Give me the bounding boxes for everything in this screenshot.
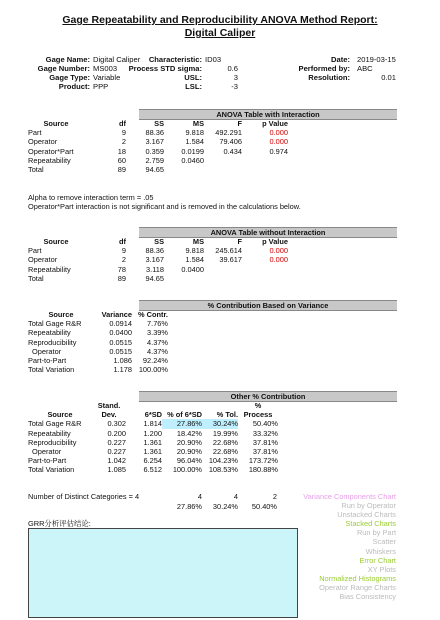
cell-ms: 1.584 <box>185 255 204 265</box>
gage-number-label: Gage Number: <box>37 64 90 73</box>
table-header-row <box>28 119 288 128</box>
cell-source: Total Variation <box>28 365 75 375</box>
link-normalized-histograms[interactable]: Normalized Histograms <box>319 573 396 583</box>
distinct-process: 50.40% <box>251 502 277 511</box>
col-contr: % Contr. <box>138 310 168 319</box>
cell-p: 0.000 <box>269 246 288 256</box>
cell-ss: 94.65 <box>145 165 164 175</box>
anova-without-title: ANOVA Table without Interaction <box>139 227 397 238</box>
col-ss: SS <box>154 237 164 246</box>
distinct-tol: 30.24% <box>212 502 238 511</box>
table-row <box>28 419 278 428</box>
cell-contr: 100.00% <box>138 365 168 375</box>
cell-source: Reproducibility <box>28 437 77 447</box>
col-ms: MS <box>192 237 204 246</box>
cell-df: 9 <box>121 246 126 256</box>
process-std-value: 0.6 <box>227 64 238 73</box>
link-operator-range-charts[interactable]: Operator Range Charts <box>319 582 396 592</box>
cell-proc: 37.81% <box>252 437 278 447</box>
cell-df: 78 <box>117 264 126 274</box>
link-variance-components-chart[interactable]: Variance Components Chart <box>303 492 396 501</box>
cell-source: Repeatability <box>28 428 71 438</box>
cell-ms <box>164 274 204 283</box>
cell-proc: 173.72% <box>248 456 278 466</box>
gage-type-value: Variable <box>93 73 121 82</box>
table-header-row <box>28 410 278 419</box>
cell-pct: 18.42% <box>176 428 202 438</box>
cell-source: Total <box>28 273 44 283</box>
table-row <box>28 465 278 474</box>
col-variance: Variance <box>101 310 132 319</box>
col-source: Source <box>43 119 69 128</box>
col-f: F <box>237 119 242 128</box>
col-ss: SS <box>154 119 164 128</box>
performed-by-label: Performed by: <box>298 64 350 73</box>
cell-source: Repeatability <box>28 155 71 165</box>
col-source: Source <box>43 237 69 246</box>
cell-tol: 104.23% <box>208 456 238 466</box>
date-value: 2019-03-15 <box>357 55 396 64</box>
cell-p: 0.000 <box>269 255 288 265</box>
cell-variance: 0.0515 <box>109 337 132 347</box>
gage-type-label: Gage Type: <box>49 73 90 82</box>
characteristic-value: ID03 <box>205 55 222 64</box>
cell-source: Repeatability <box>28 328 71 338</box>
chart-links <box>292 492 396 601</box>
resolution-label: Resolution: <box>308 73 350 82</box>
cell-variance: 0.0515 <box>109 346 132 356</box>
table-row <box>28 438 278 447</box>
cell-sd: 0.200 <box>107 428 126 438</box>
cell-tol: 30.24% <box>202 419 238 428</box>
cell-sd: 0.227 <box>107 447 126 457</box>
cell-p: 0.974 <box>269 146 288 156</box>
cell-df: 18 <box>117 146 126 156</box>
link-xy-plots[interactable]: XY Plots <box>367 564 396 574</box>
cell-ss: 0.359 <box>145 146 164 156</box>
cell-source: Total Gage R&R <box>28 319 82 329</box>
cell-ms: 0.0199 <box>181 146 204 156</box>
cell-f <box>204 265 242 274</box>
cell-variance: 1.086 <box>113 356 132 366</box>
col-p: p Value <box>262 237 288 246</box>
date-label: Date: <box>331 55 350 64</box>
col-stddev-top: Stand. <box>97 401 121 410</box>
col-ms: MS <box>192 119 204 128</box>
cell-pct: 20.90% <box>176 437 202 447</box>
cell-pct: 27.86% <box>162 419 202 428</box>
table-row <box>28 274 288 283</box>
col-df: df <box>119 237 126 246</box>
link-whiskers[interactable]: Whiskers <box>365 546 396 556</box>
col-process-top: % <box>254 401 262 410</box>
gage-name-value: Digital Caliper <box>93 55 141 64</box>
cell-6sd: 1.814 <box>143 419 162 429</box>
report-subtitle: Digital Caliper <box>184 27 256 39</box>
cell-f: 39.617 <box>219 255 242 265</box>
cell-p <box>242 265 288 274</box>
cell-source: Total <box>28 165 44 175</box>
cell-variance: 0.0400 <box>109 328 132 338</box>
cell-df: 60 <box>117 155 126 165</box>
cell-p: 0.000 <box>269 128 288 138</box>
link-run-by-part[interactable]: Run by Part <box>356 528 396 538</box>
cell-ms <box>164 165 204 174</box>
lsl-value: -3 <box>231 82 238 91</box>
cell-df: 2 <box>121 255 126 265</box>
cell-f: 0.434 <box>223 146 242 156</box>
table-row <box>28 365 168 374</box>
cell-f: 245.614 <box>215 246 242 256</box>
gage-name-label: Gage Name: <box>45 55 90 64</box>
resolution-value: 0.01 <box>381 73 396 82</box>
cell-proc: 33.32% <box>252 428 278 438</box>
cell-source: Operator*Part <box>28 146 74 156</box>
cell-ss: 3.167 <box>145 255 164 265</box>
cell-tol: 108.53% <box>208 465 238 475</box>
cell-f: 492.291 <box>215 128 242 138</box>
cell-source: Total Gage R&R <box>28 419 82 429</box>
distinct-value-process: 2 <box>272 492 277 501</box>
table-row <box>28 147 288 156</box>
cell-ss: 3.167 <box>145 137 164 147</box>
cell-source: Part-to-Part <box>28 356 67 366</box>
cell-6sd: 6.254 <box>143 456 162 466</box>
col-df: df <box>119 119 126 128</box>
cell-ss: 94.65 <box>145 273 164 283</box>
cell-proc: 37.81% <box>252 447 278 457</box>
cell-ms: 0.0400 <box>181 264 204 274</box>
anova-with-table <box>28 119 288 174</box>
table-row <box>28 165 288 174</box>
cell-f: 79.406 <box>219 137 242 147</box>
table-row <box>28 447 278 456</box>
product-label: Product: <box>58 82 90 91</box>
cell-6sd: 6.512 <box>143 465 162 475</box>
report-title: Gage Repeatability and Reproducibility ANOVA Method Report: <box>62 14 378 26</box>
table-row <box>28 156 288 165</box>
table-header-row <box>28 401 278 410</box>
cell-contr: 3.39% <box>147 328 168 338</box>
table-row <box>28 265 288 274</box>
col-process: Process <box>243 410 273 420</box>
col-source: Source <box>47 410 73 420</box>
table-row <box>28 246 288 255</box>
col-stddev: Dev. <box>101 410 117 420</box>
table-row <box>28 456 278 465</box>
cell-proc: 180.88% <box>248 465 278 475</box>
cell-ms: 0.0460 <box>181 155 204 165</box>
process-std-label: Process STD sigma: <box>128 64 202 73</box>
col-6sd: 6*SD <box>144 410 162 420</box>
cell-source: Reproducibility <box>28 337 77 347</box>
cell-contr: 4.37% <box>147 337 168 347</box>
distinct-pct6sd: 27.86% <box>176 502 202 511</box>
cell-p: 0.000 <box>269 137 288 147</box>
link-run-by-operator[interactable]: Run by Operator <box>341 501 396 511</box>
cell-ss: 88.36 <box>145 246 164 256</box>
cell-df: 89 <box>117 273 126 283</box>
cell-variance: 0.0914 <box>109 319 132 329</box>
cell-ms: 9.818 <box>185 246 204 256</box>
other-contribution-title: Other % Contribution <box>139 391 397 402</box>
cell-sd: 1.085 <box>107 465 126 475</box>
cell-6sd: 1.200 <box>143 428 162 438</box>
cell-ss: 88.36 <box>145 128 164 138</box>
table-row <box>28 255 288 264</box>
cell-f <box>204 274 242 283</box>
usl-value: 3 <box>233 73 238 82</box>
cell-p <box>242 156 288 165</box>
cell-sd: 0.227 <box>107 437 126 447</box>
table-row <box>28 319 168 328</box>
cell-p <box>242 274 288 283</box>
cell-pct: 100.00% <box>172 465 202 475</box>
cell-source: Operator <box>32 346 62 356</box>
cell-tol: 22.68% <box>212 437 238 447</box>
lsl-label: LSL: <box>185 82 202 91</box>
link-error-chart[interactable]: Error Chart <box>359 555 396 565</box>
distinct-value-pct6sd: 4 <box>197 492 202 501</box>
cell-pct: 96.04% <box>176 456 202 466</box>
contribution-title: % Contribution Based on Variance <box>139 300 397 311</box>
cell-f <box>204 156 242 165</box>
table-row <box>28 328 168 337</box>
cell-source: Part-to-Part <box>28 456 67 466</box>
cell-tol: 19.99% <box>212 428 238 438</box>
gage-number-value: MS003 <box>93 64 118 73</box>
conclusion-label: GRR分析评估结论: <box>28 519 91 528</box>
table-row <box>28 356 168 365</box>
cell-tol: 22.68% <box>212 447 238 457</box>
col-p: p Value <box>262 119 288 128</box>
table-header-row <box>28 310 168 319</box>
cell-df: 9 <box>121 128 126 138</box>
table-row <box>28 338 168 347</box>
alpha-note: Alpha to remove interaction term = .05 <box>28 193 154 202</box>
link-scatter[interactable]: Scatter <box>372 537 396 547</box>
cell-6sd: 1.361 <box>143 437 162 447</box>
product-value: PPP <box>93 82 109 91</box>
col-f: F <box>237 237 242 246</box>
cell-source: Operator <box>28 137 58 147</box>
table-row <box>28 128 288 137</box>
col-source: Source <box>48 310 74 319</box>
cell-df: 89 <box>117 165 126 175</box>
table-header-row <box>28 237 288 246</box>
cell-proc: 50.40% <box>252 419 278 429</box>
usl-label: USL: <box>184 73 202 82</box>
other-contribution-table <box>28 401 278 475</box>
table-row <box>28 429 278 438</box>
link-bias-consistency[interactable]: Bias Consistency <box>339 592 396 602</box>
anova-with-title: ANOVA Table with Interaction <box>139 109 397 120</box>
characteristic-label: Characteristic: <box>148 55 202 64</box>
cell-f <box>204 165 242 174</box>
distinct-value-tol: 4 <box>233 492 238 501</box>
table-row <box>28 137 288 146</box>
conclusion-box[interactable] <box>28 528 298 618</box>
contribution-table <box>28 310 168 374</box>
cell-source: Operator <box>28 255 58 265</box>
cell-pct: 20.90% <box>176 447 202 457</box>
cell-sd: 0.302 <box>107 419 126 429</box>
cell-source: Operator <box>32 447 62 457</box>
cell-contr: 92.24% <box>142 356 168 366</box>
anova-without-table <box>28 237 288 283</box>
cell-ms: 1.584 <box>185 137 204 147</box>
cell-p <box>242 165 288 174</box>
cell-ms: 9.818 <box>185 128 204 138</box>
col-pct-6sd: % of 6*SD <box>167 410 202 420</box>
performed-by-value: ABC <box>357 64 373 73</box>
interaction-note: Operator*Part interaction is not significant and is removed in the calculations below. <box>28 202 301 211</box>
col-tol: % Tol. <box>216 410 238 420</box>
cell-contr: 4.37% <box>147 346 168 356</box>
cell-variance: 1.178 <box>113 365 132 375</box>
cell-source: Part <box>28 246 42 256</box>
cell-ss: 3.118 <box>146 264 164 274</box>
cell-sd: 1.042 <box>107 456 126 466</box>
cell-6sd: 1.361 <box>143 447 162 457</box>
cell-source: Total Variation <box>28 465 75 475</box>
cell-ss: 2.759 <box>145 155 164 165</box>
link-unstacked-charts[interactable]: Unstacked Charts <box>337 510 396 520</box>
cell-source: Repeatability <box>28 264 71 274</box>
cell-contr: 7.76% <box>147 319 168 329</box>
distinct-categories-label: Number of Distinct Categories = 4 <box>28 492 140 501</box>
cell-df: 2 <box>121 137 126 147</box>
link-stacked-charts[interactable]: Stacked Charts <box>345 519 396 529</box>
cell-source: Part <box>28 128 42 138</box>
table-row <box>28 347 168 356</box>
